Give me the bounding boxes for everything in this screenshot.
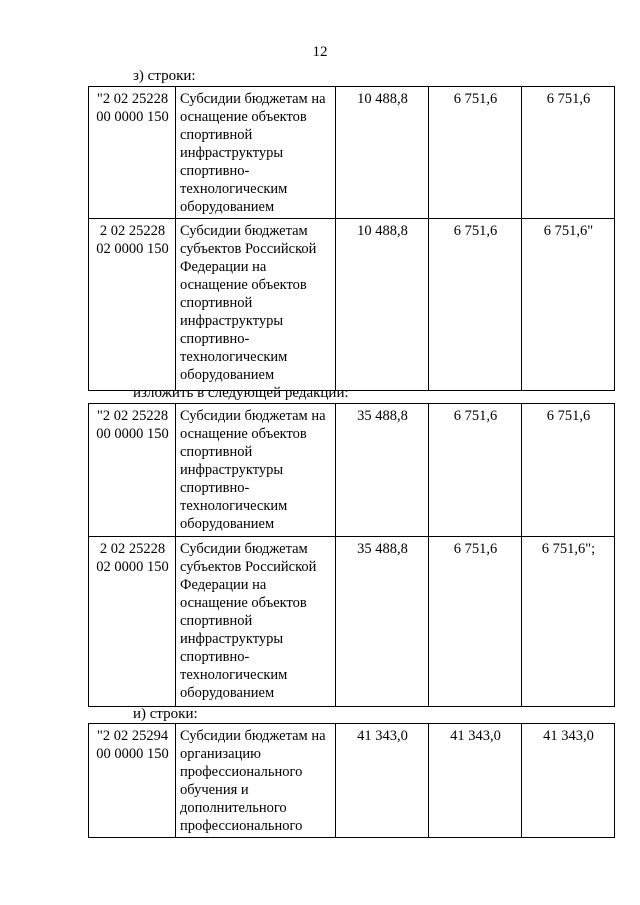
table-row bbox=[89, 219, 615, 391]
description-line: инфраструктуры bbox=[180, 462, 284, 478]
description-line: оборудованием bbox=[180, 367, 275, 383]
description-line: спортивно- bbox=[180, 331, 250, 347]
amount-cell: 10 488,8 bbox=[336, 219, 429, 391]
description-line: спортивно- bbox=[180, 649, 250, 665]
description-line: профессионального bbox=[180, 764, 303, 780]
budget-code-cell bbox=[89, 87, 176, 219]
amount-cell: 6 751,6 bbox=[429, 87, 522, 219]
description-line: спортивно- bbox=[180, 480, 250, 496]
amount-cell: 6 751,6 bbox=[522, 404, 615, 537]
description-line: обучения и bbox=[180, 782, 249, 798]
table-edit bbox=[88, 403, 615, 707]
page-number: 12 bbox=[312, 44, 328, 60]
description-line: технологическим bbox=[180, 349, 288, 365]
description-line: субъектов Российской bbox=[180, 559, 317, 575]
description-cell bbox=[176, 404, 336, 537]
description-line: Субсидии бюджетам bbox=[180, 223, 308, 239]
amount-cell: 6 751,6 bbox=[429, 537, 522, 707]
description-line: технологическим bbox=[180, 498, 288, 514]
amount-cell: 6 751,6"; bbox=[522, 537, 615, 707]
amount-cell: 6 751,6 bbox=[429, 404, 522, 537]
description-line: оборудованием bbox=[180, 685, 275, 701]
budget-code-line: 02 0000 150 bbox=[96, 241, 169, 257]
description-line: оборудованием bbox=[180, 199, 275, 215]
description-line: инфраструктуры bbox=[180, 631, 284, 647]
description-line: спортивно- bbox=[180, 163, 250, 179]
description-line: оснащение объектов bbox=[180, 595, 307, 611]
amount-cell: 35 488,8 bbox=[336, 537, 429, 707]
description-line: спортивной bbox=[180, 295, 253, 311]
budget-code-line: "2 02 25294 bbox=[96, 728, 169, 744]
description-cell bbox=[176, 537, 336, 707]
budget-code-cell bbox=[89, 219, 176, 391]
budget-code-line: 2 02 25228 bbox=[99, 541, 166, 557]
table-row bbox=[89, 87, 615, 219]
description-line: оснащение объектов bbox=[180, 109, 307, 125]
budget-code-cell bbox=[89, 537, 176, 707]
description-line: Субсидии бюджетам на bbox=[180, 408, 326, 424]
budget-code-line: "2 02 25228 bbox=[96, 91, 169, 107]
budget-code-cell bbox=[89, 404, 176, 537]
amount-cell: 6 751,6 bbox=[429, 219, 522, 391]
budget-code-line: 02 0000 150 bbox=[96, 559, 169, 575]
budget-code-cell bbox=[89, 724, 176, 838]
description-line: спортивной bbox=[180, 444, 253, 460]
description-line: оборудованием bbox=[180, 516, 275, 532]
amount-cell: 6 751,6 bbox=[522, 87, 615, 219]
description-line: Субсидии бюджетам на bbox=[180, 728, 326, 744]
table-row bbox=[89, 537, 615, 707]
amount-cell: 6 751,6" bbox=[522, 219, 615, 391]
section-label-edit: изложить в следующей редакции: bbox=[133, 385, 349, 401]
table-i bbox=[88, 723, 615, 838]
description-line: Субсидии бюджетам bbox=[180, 541, 308, 557]
description-line: инфраструктуры bbox=[180, 145, 284, 161]
amount-cell: 35 488,8 bbox=[336, 404, 429, 537]
description-line: организацию bbox=[180, 746, 261, 762]
budget-code-line: 00 0000 150 bbox=[96, 109, 169, 125]
description-line: оснащение объектов bbox=[180, 426, 307, 442]
amount-cell: 41 343,0 bbox=[522, 724, 615, 838]
description-line: спортивной bbox=[180, 613, 253, 629]
description-line: дополнительного bbox=[180, 800, 287, 816]
budget-code-line: "2 02 25228 bbox=[96, 408, 169, 424]
amount-cell: 10 488,8 bbox=[336, 87, 429, 219]
description-cell bbox=[176, 724, 336, 838]
description-line: инфраструктуры bbox=[180, 313, 284, 329]
budget-code-line: 00 0000 150 bbox=[96, 426, 169, 442]
description-line: Федерации на bbox=[180, 577, 267, 593]
budget-code-line: 00 0000 150 bbox=[96, 746, 169, 762]
description-line: технологическим bbox=[180, 181, 288, 197]
description-line: Субсидии бюджетам на bbox=[180, 91, 326, 107]
section-label-z: з) строки: bbox=[133, 68, 196, 84]
description-line: спортивной bbox=[180, 127, 253, 143]
table-row bbox=[89, 724, 615, 838]
description-line: субъектов Российской bbox=[180, 241, 317, 257]
description-line: технологическим bbox=[180, 667, 288, 683]
section-label-i: и) строки: bbox=[133, 706, 198, 722]
table-row bbox=[89, 404, 615, 537]
table-z bbox=[88, 86, 615, 391]
budget-code-line: 2 02 25228 bbox=[99, 223, 166, 239]
description-line: профессионального bbox=[180, 818, 303, 834]
description-line: оснащение объектов bbox=[180, 277, 307, 293]
amount-cell: 41 343,0 bbox=[336, 724, 429, 838]
description-cell bbox=[176, 87, 336, 219]
amount-cell: 41 343,0 bbox=[429, 724, 522, 838]
description-line: Федерации на bbox=[180, 259, 267, 275]
description-cell bbox=[176, 219, 336, 391]
